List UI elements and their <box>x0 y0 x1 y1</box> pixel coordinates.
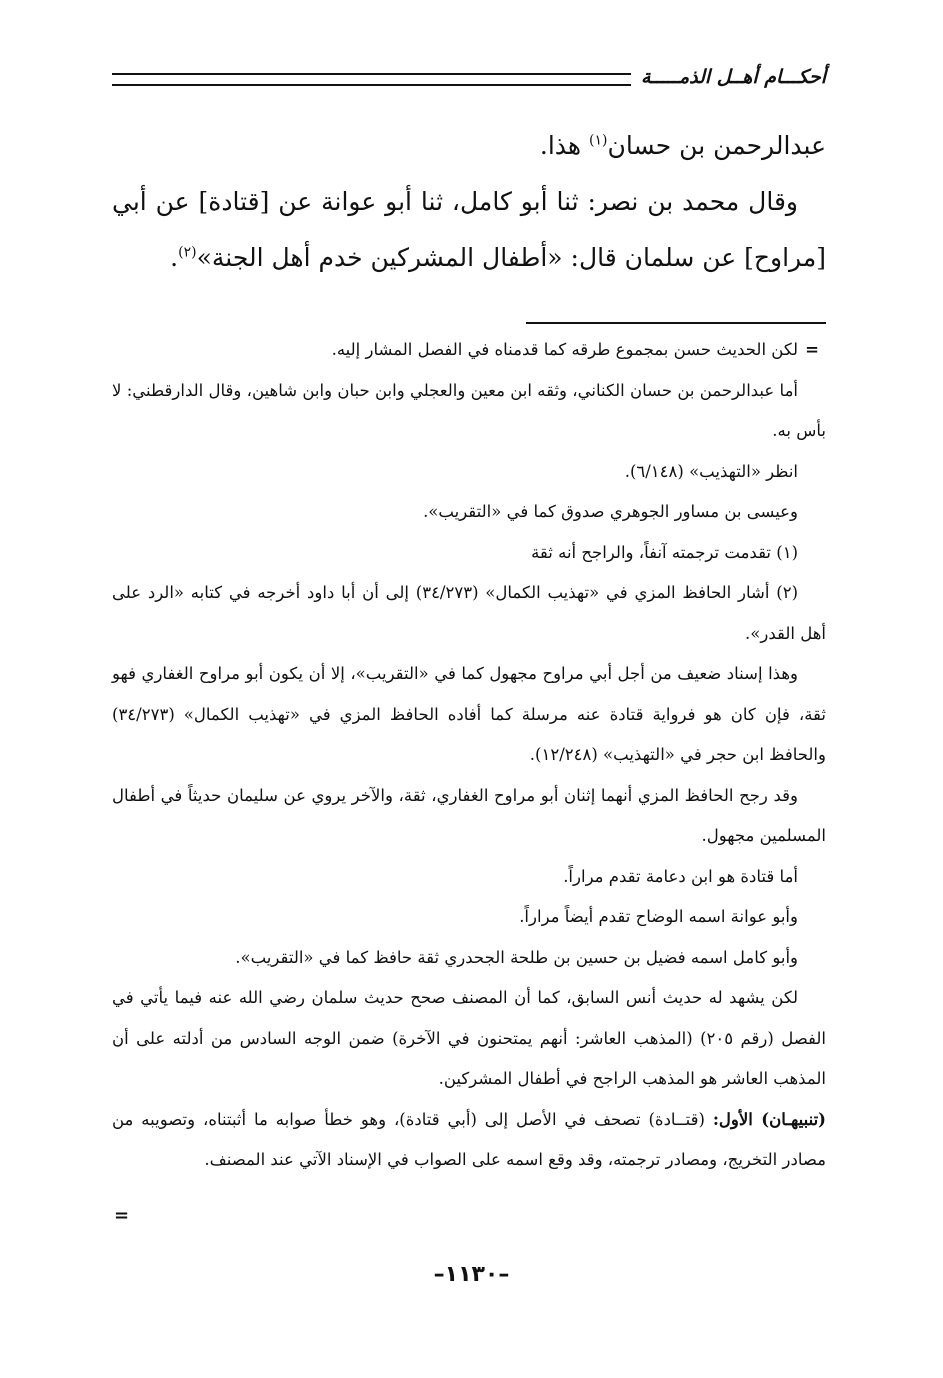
footnote-para-12: لكن يشهد له حديث أنس السابق، كما أن المصنف صحح حديث سلمان رضي الله عنه فيما يأتي في الفصل (رقم ٢٠٥) (المذهب العاشر: أنهم يمتحنون في الآخرة) ضمن الوجه السادس من أدلته على أن المذهب العاشر هو المذهب الراجح في أطفال المشركين. <box>112 988 827 1088</box>
footnote-ref-2: (٢) <box>178 244 197 261</box>
footnote-separator <box>526 322 826 324</box>
continuation-mark-end: = <box>114 1205 130 1226</box>
notice-text: (قتــادة) تصحف في الأصل إلى (أبي قتادة)، وهو خطأ صوابه ما أثبتناه، وتصويبه من مصادر التخريج، ومصادر ترجمته، وقد وقع اسمه على الصواب في الإسناد الآتي عند المصنف. <box>112 1109 826 1169</box>
footnote-line-1-text: لكن الحديث حسن بمجموع طرقه كما قدمناه في الفصل المشار إليه. <box>331 340 798 359</box>
book-title: أحكـــام أهــل الذمـــــة <box>640 66 826 88</box>
continuation-mark: = <box>805 340 819 359</box>
main-line-1 <box>112 118 826 174</box>
notice-heading: (تنبيهـان) الأول: <box>712 1109 826 1129</box>
page-number: –١١٣٠– <box>433 1262 510 1287</box>
footnote-1: (١) تقدمت ترجمته آنفاً، والراجح أنه ثقة <box>531 542 798 562</box>
main-paragraph-2-tail: . <box>170 243 179 272</box>
header-double-rule <box>112 73 631 86</box>
footnote-line-1 <box>112 330 826 371</box>
footnote-para-9: أما قتادة هو ابن دعامة تقدم مراراً. <box>563 866 798 886</box>
main-line-1-tail: هذا. <box>539 131 590 160</box>
footnote-para-7: وهذا إسناد ضعيف من أجل أبي مراوح مجهول كما في «التقريب»، إلا أن يكون أبو مراوح الغفاري فهو ثقة، فإن كان هو فرواية قتادة عنه مرسلة كما أفاده الحافظ المزي في «تهذيب الكمال» (٣٤/٢٧٣) والحافظ ابن حجر في «التهذيب» (١٢/٢٤٨). <box>112 664 826 764</box>
main-paragraph-2 <box>112 174 826 286</box>
footnote-para-8: وقد رجح الحافظ المزي أنهما إثنان أبو مراوح الغفاري، ثقة، والآخر يروي عن سليمان حديثاً في أطفال المسلمين مجهول. <box>112 785 826 845</box>
footnote-para-2: أما عبدالرحمن بن حسان الكناني، وثقه ابن معين والعجلي وابن حبان وابن شاهين، وقال الدارقطني: لا بأس به. <box>112 380 826 440</box>
footnote-para-4: وعيسى بن مساور الجوهري صدوق كما في «التقريب». <box>423 502 798 521</box>
footnote-para-13 <box>112 1100 826 1181</box>
main-line-1-text: عبدالرحمن بن حسان <box>607 131 826 160</box>
footnote-2: (٢) أشار الحافظ المزي في «تهذيب الكمال» (٣٤/٢٧٣) إلى أن أبا داود أخرجه في كتابه «الرد على أهل القدر». <box>112 583 826 643</box>
main-paragraph-2-text: وقال محمد بن نصر: ثنا أبو كامل، ثنا أبو عوانة عن [قتادة] عن أبي [مراوح] عن سلمان قال: «أطفال المشركين خدم أهل الجنة» <box>112 187 826 272</box>
footnote-ref-1: (١) <box>589 132 608 149</box>
footnote-para-11: وأبو كامل اسمه فضيل بن حسين بن طلحة الجحدري ثقة حافظ كما في «التقريب». <box>235 947 798 967</box>
footnote-para-10: وأبو عوانة اسمه الوضاح تقدم أيضاً مراراً. <box>519 907 798 926</box>
footnote-para-3: انظر «التهذيب» (٦/١٤٨). <box>624 461 798 481</box>
footnotes <box>112 330 826 1181</box>
main-text <box>112 118 826 286</box>
running-header <box>112 62 826 92</box>
